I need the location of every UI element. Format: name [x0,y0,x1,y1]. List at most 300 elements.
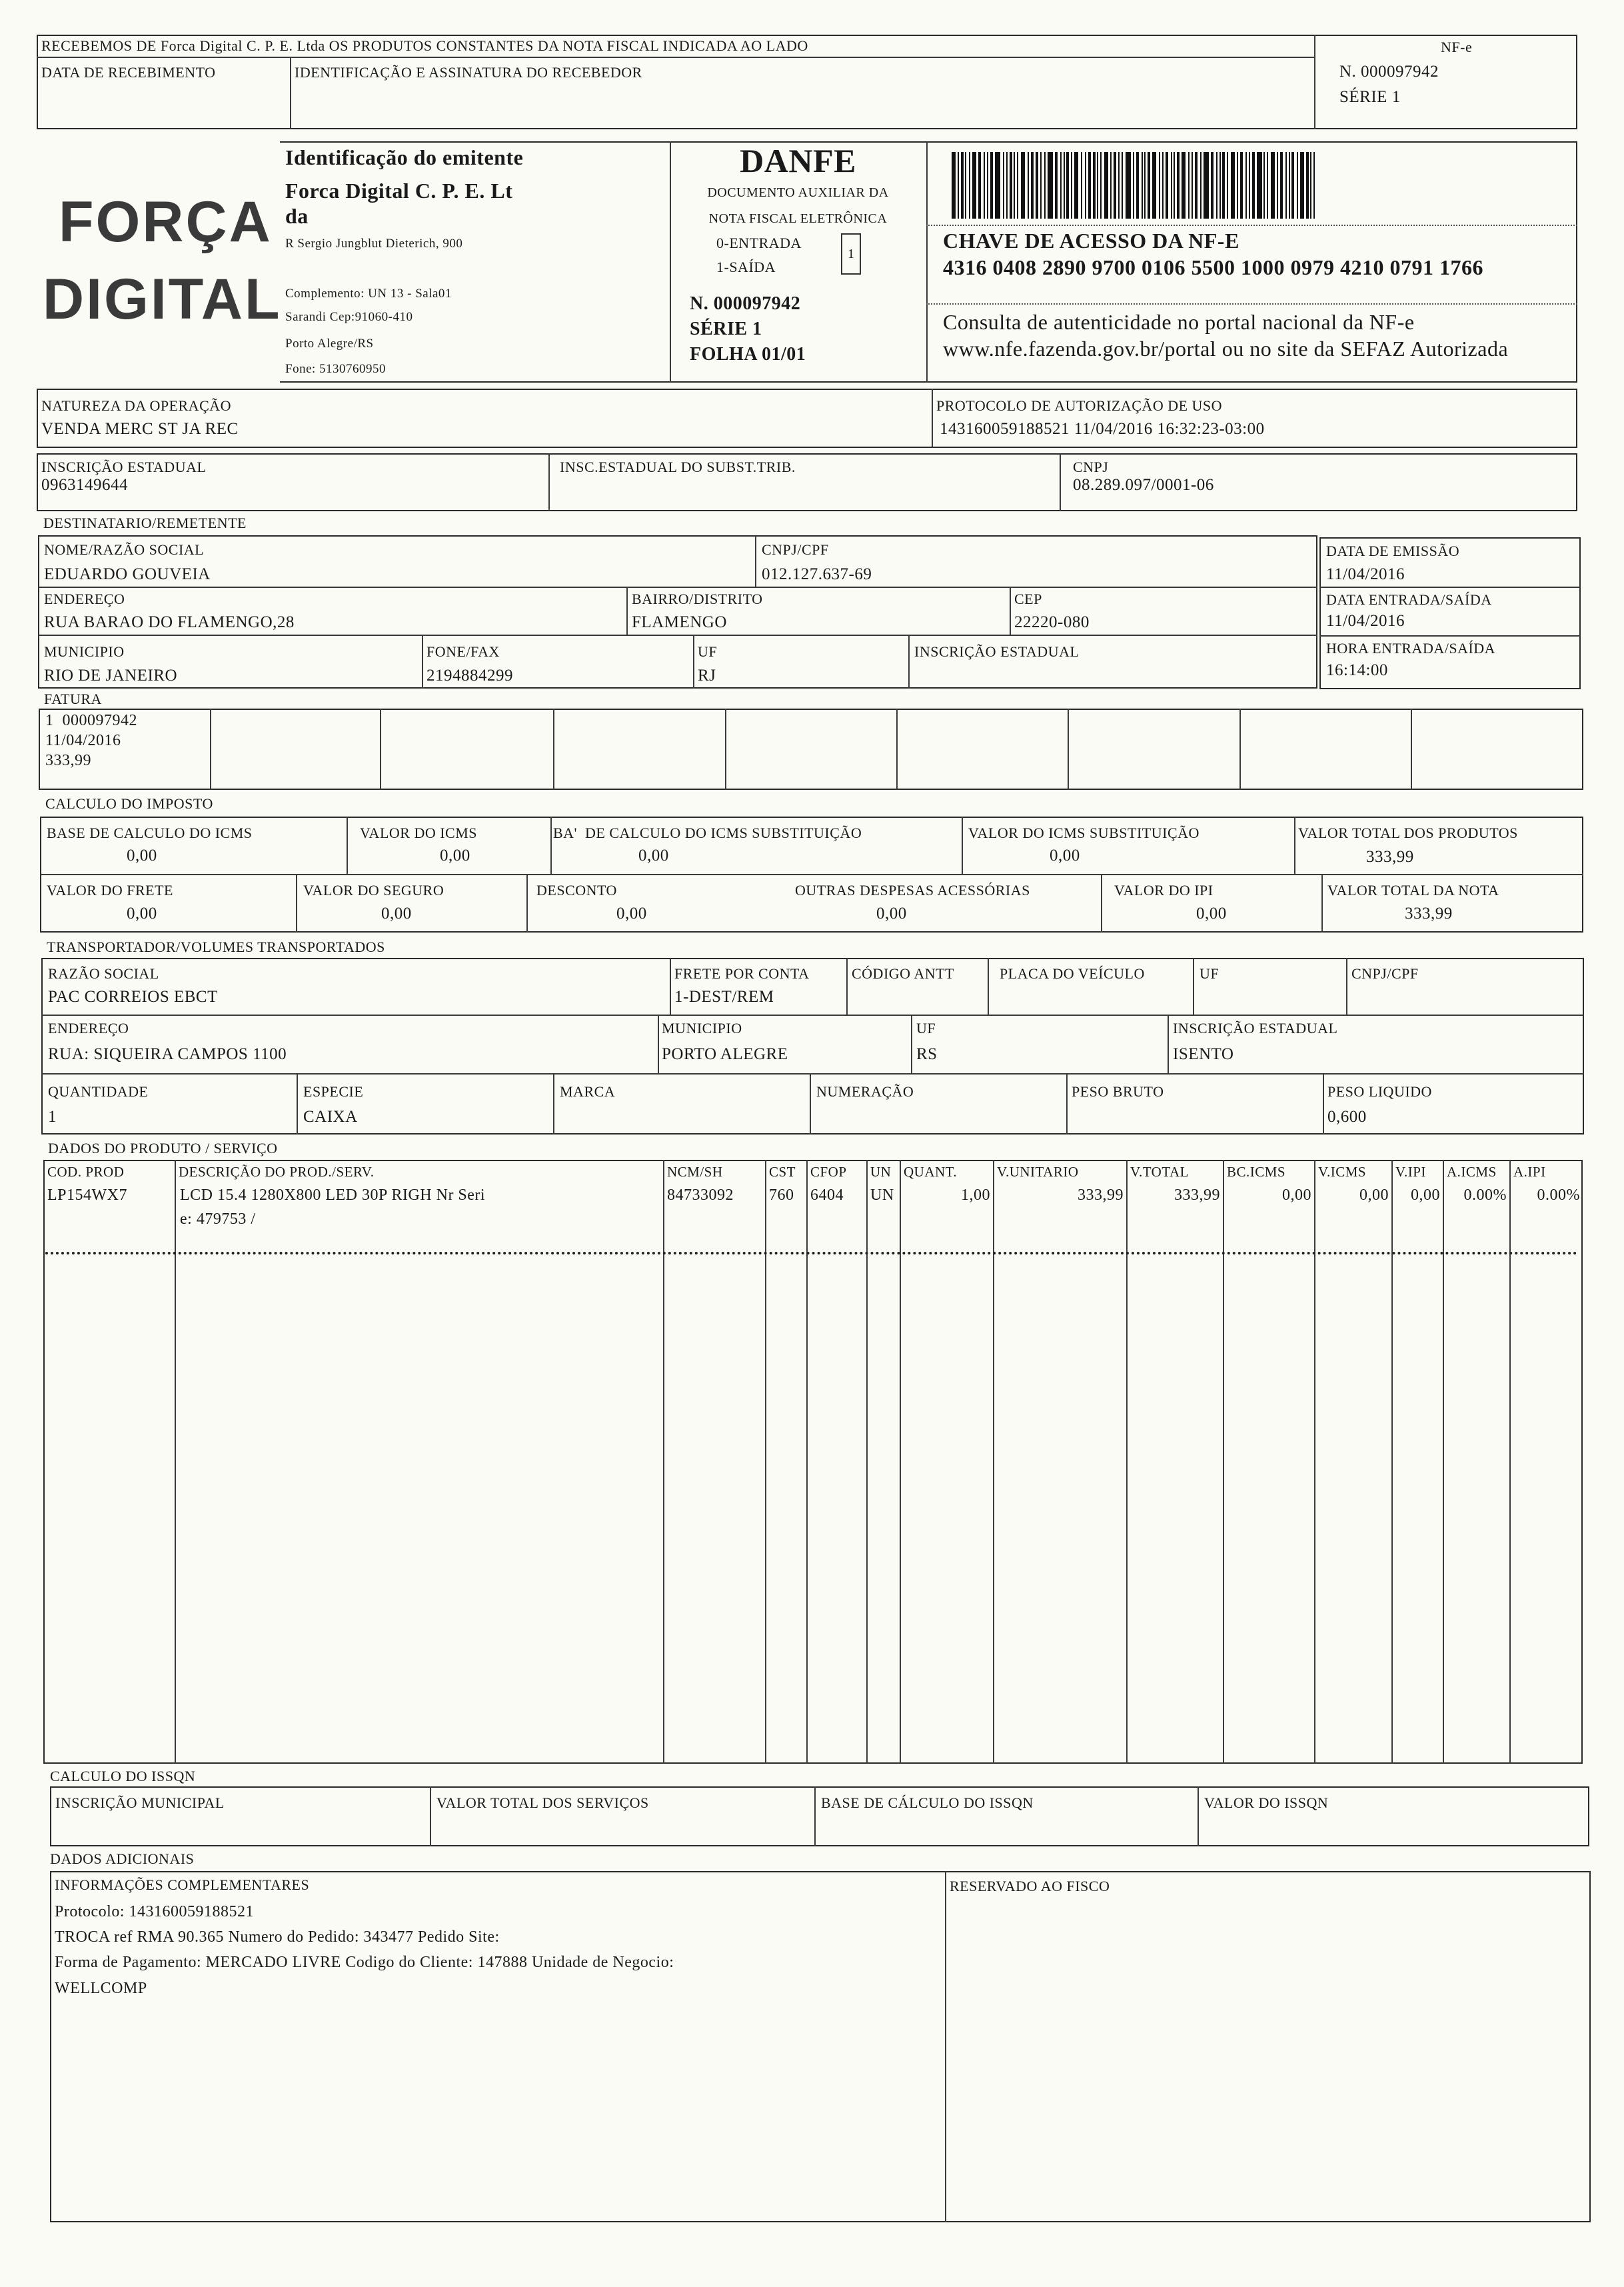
divider [1010,587,1011,635]
carrier-plate-label: PLACA DO VEÍCULO [1000,965,1145,982]
recipient-name-label: NOME/RAZÃO SOCIAL [44,541,205,558]
barcode-bar [987,152,988,219]
volume-gross-label: PESO BRUTO [1072,1083,1164,1100]
divider [926,225,1577,226]
divider [988,958,989,1015]
barcode-bar [1240,152,1243,219]
other-expenses-value: 0,00 [876,905,907,923]
recipient-cpf-value: 012.127.637-69 [762,565,872,583]
recipient-phone-label: FONE/FAX [426,643,500,660]
danfe-folha: FOLHA 01/01 [690,344,806,365]
barcode-bar [1313,152,1315,219]
danfe-entrada: 0-ENTRADA [716,235,802,251]
carrier-uf2-value: RS [916,1045,938,1063]
barcode-bar [1300,152,1304,219]
column-header: A.IPI [1513,1164,1546,1180]
divider [1101,874,1102,933]
barcode-bar [1014,152,1015,219]
barcode-bar [1271,152,1275,219]
additional-line: TROCA ref RMA 90.365 Numero do Pedido: 343477 Pedido Site: [55,1928,500,1946]
divider [210,709,211,790]
barcode-bar [1166,152,1168,219]
divider [1068,709,1069,790]
carrier-city-label: MUNICIPIO [662,1020,742,1037]
carrier-address-value: RUA: SIQUEIRA CAMPOS 1100 [48,1045,287,1063]
receipt-nfe-label: NF-e [1441,39,1473,55]
emission-date-value: 11/04/2016 [1326,565,1405,583]
invoice-line-3: 333,99 [45,752,91,769]
total-note-label: VALOR TOTAL DA NOTA [1327,882,1499,899]
carrier-uf2-label: UF [916,1020,936,1037]
freight-label: VALOR DO FRETE [47,882,173,899]
barcode-bar [1066,152,1069,219]
danfe-saida: 1-SAÍDA [716,259,776,275]
divider [1319,587,1581,588]
divider [1411,709,1412,790]
operation-box [37,389,1577,448]
column-header: V.ICMS [1318,1164,1367,1180]
total-products-value: 333,99 [1366,848,1414,866]
barcode-bar [1291,152,1294,219]
barcode-bar [1252,152,1255,219]
emitter-city: Porto Alegre/RS [285,337,374,351]
company-logo [40,153,280,373]
additional-info-label: INFORMAÇÕES COMPLEMENTARES [55,1876,310,1893]
divider [1223,1160,1224,1764]
barcode-bar [1227,152,1228,219]
barcode-bar [1036,152,1038,219]
divider [550,817,552,874]
divider [926,303,1577,305]
io-time-value: 16:14:00 [1326,661,1388,679]
barcode-bar [1114,152,1116,219]
volume-qty-value: 1 [48,1108,57,1126]
additional-section-title: DADOS ADICIONAIS [50,1850,195,1867]
io-date-value: 11/04/2016 [1326,612,1405,630]
carrier-ie-label: INSCRIÇÃO ESTADUAL [1173,1020,1338,1037]
natureza-value: VENDA MERC ST JA REC [41,420,239,438]
emission-date-label: DATA DE EMISSÃO [1326,543,1460,559]
barcode-bar [969,152,970,219]
divider [553,709,554,790]
barcode-bar [1100,152,1102,219]
divider [755,535,756,587]
emitter-address: R Sergio Jungblut Dieterich, 900 [285,237,463,251]
icms-st-value: 0,00 [1050,847,1080,865]
barcode-bar [1126,152,1131,219]
carrier-freight-label: FRETE POR CONTA [674,965,810,982]
invoice-line-1: 1 000097942 [45,712,137,729]
emitter-name-line2: da [285,204,309,228]
column-header: NCM/SH [667,1164,723,1180]
barcode-bar [1085,152,1086,219]
barcode-bar [961,152,964,219]
base-icms-value: 0,00 [127,847,157,865]
barcode-bar [1245,152,1247,219]
barcode-bar [1285,152,1287,219]
recipient-cep-label: CEP [1014,591,1042,607]
divider [1321,874,1323,933]
recipient-cep-value: 22220-080 [1014,613,1090,631]
base-icms-label: BASE DE CALCULO DO ICMS [47,825,253,841]
emitter-title: Identificação do emitente [285,145,524,169]
divider [932,389,933,448]
divider [1126,1160,1128,1764]
divider [422,635,423,689]
divider [806,1160,808,1764]
icms-label: VALOR DO ICMS [360,825,478,841]
recipient-city-label: MUNICIPIO [44,643,125,660]
barcode-bar [958,152,959,219]
barcode-bar [1192,152,1193,219]
barcode-bar [1306,152,1309,219]
product-cell-v-ipi: 0,00 [1411,1186,1440,1204]
product-cell-code: LP154WX7 [47,1186,127,1204]
recipient-box [38,535,1317,689]
io-date-label: DATA ENTRADA/SAÍDA [1326,591,1492,608]
barcode-bar [1040,152,1042,219]
barcode-bar [1263,152,1265,219]
recipient-address-label: ENDEREÇO [44,591,125,607]
barcode-bar [1174,152,1175,219]
divider [1168,1015,1169,1073]
divider [926,141,928,383]
divider [670,958,671,1015]
barcode-bar [1280,152,1283,219]
danfe-number: N. 000097942 [690,293,801,314]
barcode-bar [1010,152,1012,219]
volume-species-value: CAIXA [303,1108,358,1126]
carrier-name-label: RAZÃO SOCIAL [48,965,159,982]
danfe-type-box [841,233,861,275]
product-cell-qty: 1,00 [961,1186,990,1204]
carrier-cnpj-label: CNPJ/CPF [1351,965,1419,982]
divider [1391,1160,1393,1764]
product-cell-bc-icms: 0,00 [1282,1186,1311,1204]
barcode-bar [1021,152,1025,219]
divider [765,1160,766,1764]
recipient-uf-label: UF [698,643,718,660]
divider [1323,1073,1324,1135]
products-section-title: DADOS DO PRODUTO / SERVIÇO [48,1140,278,1156]
divider [347,817,348,874]
barcode-bar [1071,152,1072,219]
barcode-bar [1195,152,1198,219]
barcode-bar [965,152,966,219]
column-header: CST [769,1164,796,1180]
divider [658,1015,659,1073]
divider [553,1073,554,1135]
volume-numbering-label: NUMERAÇÃO [816,1083,914,1100]
product-cell-v-icms: 0,00 [1359,1186,1389,1204]
emitter-complement: Complemento: UN 13 - Sala01 [285,287,452,301]
product-cell-cfop: 6404 [810,1186,844,1204]
divider [725,709,726,790]
barcode-bar [1200,152,1202,219]
base-st-value: 0,00 [638,847,669,865]
ie-value: 0963149644 [41,476,128,494]
divider [663,1160,664,1764]
barcode-bar [978,152,981,219]
ipi-value: 0,00 [1196,905,1227,923]
divider [896,709,898,790]
barcode-bar [1142,152,1143,219]
receipt-number: N. 000097942 [1339,63,1439,81]
divider [1509,1160,1511,1764]
divider [1319,635,1581,637]
divider [1239,709,1241,790]
barcode-bar [1006,152,1008,219]
barcode-bar [1044,152,1046,219]
barcode-bar [1017,152,1018,219]
products-table [43,1160,1583,1764]
additional-line: Protocolo: 143160059188521 [55,1903,254,1920]
base-st-label: BA' DE CALCULO DO ICMS SUBSTITUIÇÃO [553,825,862,841]
total-products-label: VALOR TOTAL DOS PRODUTOS [1298,825,1518,841]
barcode-bar [1182,152,1186,219]
icms-st-label: VALOR DO ICMS SUBSTITUIÇÃO [968,825,1200,841]
divider [945,1871,946,2222]
access-consult-line2[interactable]: www.nfe.fazenda.gov.br/portal ou no site da SEFAZ Autorizada [943,337,1509,361]
divider [38,587,1317,588]
divider [38,635,1317,636]
additional-box [50,1871,1591,2222]
barcode-bar [1144,152,1146,219]
column-header: CFOP [810,1164,847,1180]
product-cell-cst: 760 [769,1186,794,1204]
insurance-value: 0,00 [381,905,412,923]
barcode-bar [1152,152,1156,219]
divider [548,453,550,511]
divider [866,1160,868,1764]
divider [526,874,528,933]
divider [1060,453,1061,511]
divider [296,874,297,933]
barcode-bar [995,152,1000,219]
recipient-cpf-label: CNPJ/CPF [762,541,829,558]
barcode-bar [1204,152,1209,219]
volume-brand-label: MARCA [560,1083,616,1100]
issqn-box [50,1786,1589,1846]
receipt-date-field[interactable] [39,83,288,127]
discount-label: DESCONTO [536,882,617,899]
divider [814,1786,816,1846]
column-header: UN [870,1164,892,1180]
divider [41,1015,1584,1016]
additional-line: Forma de Pagamento: MERCADO LIVRE Codigo do Cliente: 147888 Unidade de Negocio: [55,1954,674,1971]
registration-box [37,453,1577,511]
barcode-bar [1064,152,1065,219]
divider [297,1073,298,1135]
divider [1314,35,1315,129]
barcode-bar [1211,152,1214,219]
issqn-services-label: VALOR TOTAL DOS SERVIÇOS [436,1794,649,1811]
barcode-bar [1231,152,1235,219]
volume-net-value: 0,600 [1327,1108,1367,1126]
issqn-base-label: BASE DE CÁLCULO DO ISSQN [821,1794,1034,1811]
barcode-bar [1136,152,1139,219]
recipient-uf-value: RJ [698,667,716,685]
divider [1066,1073,1068,1135]
protocolo-label: PROTOCOLO DE AUTORIZAÇÃO DE USO [936,397,1223,414]
barcode-bar [1188,152,1190,219]
divider [41,1073,1584,1075]
receipt-date-label: DATA DE RECEBIMENTO [41,64,216,81]
ipi-label: VALOR DO IPI [1114,882,1214,899]
additional-line: WELLCOMP [55,1980,147,1997]
divider [962,817,963,874]
issqn-section-title: CALCULO DO ISSQN [50,1768,196,1784]
ie-label: INSCRIÇÃO ESTADUAL [41,459,207,475]
carrier-city-value: PORTO ALEGRE [662,1045,788,1063]
barcode-bar [1060,152,1062,219]
barcode-bar [1289,152,1290,219]
barcode-bar [1171,152,1172,219]
freight-value: 0,00 [127,905,157,923]
access-key-label: CHAVE DE ACESSO DA NF-E [943,229,1239,253]
barcode-bar [1093,152,1096,219]
volume-net-label: PESO LIQUIDO [1327,1083,1432,1100]
barcode-icon [952,152,1525,219]
issqn-value-label: VALOR DO ISSQN [1204,1794,1329,1811]
insurance-label: VALOR DO SEGURO [303,882,444,899]
iest-label: INSC.ESTADUAL DO SUBST.TRIB. [560,459,796,475]
recipient-section-title: DESTINATARIO/REMETENTE [43,515,247,531]
divider [1443,1160,1444,1764]
barcode-bar [952,152,956,219]
invoice-section-title: FATURA [44,691,102,707]
divider [290,57,291,129]
receipt-sign-label: IDENTIFICAÇÃO E ASSINATURA DO RECEBEDOR [295,64,642,81]
barcode-bar [1031,152,1034,219]
recipient-district-label: BAIRRO/DISTRITO [632,591,763,607]
barcode-bar [1222,152,1225,219]
barcode-bar [1048,152,1053,219]
barcode-bar [1074,152,1078,219]
cnpj-label: CNPJ [1073,459,1109,475]
fisco-label: RESERVADO AO FISCO [950,1878,1110,1894]
divider [993,1160,994,1764]
natureza-label: NATUREZA DA OPERAÇÃO [41,397,232,414]
product-cell-un: UN [870,1186,894,1204]
barcode-bar [1237,152,1238,219]
divider [37,57,1315,58]
divider [626,587,628,635]
barcode-bar [1003,152,1004,219]
danfe-type-value: 1 [848,247,854,261]
access-key-value: 4316 0408 2890 9700 0106 5500 1000 0979 4210 0791 1766 [943,255,1483,279]
barcode-bar [1088,152,1091,219]
column-header: V.UNITARIO [997,1164,1079,1180]
column-header: A.ICMS [1447,1164,1497,1180]
carrier-ie-value: ISENTO [1173,1045,1234,1063]
carrier-name-value: PAC CORREIOS EBCT [48,988,218,1006]
product-cell-ncm: 84733092 [667,1186,734,1204]
barcode-bar [1267,152,1268,219]
recipient-district-value: FLAMENGO [632,613,727,631]
receipt-header: RECEBEMOS DE Forca Digital C. P. E. Ltda OS PRODUTOS CONSTANTES DA NOTA FISCAL INDICADA AO LADO [41,37,808,54]
receipt-serie: SÉRIE 1 [1339,88,1401,106]
barcode-bar [1148,152,1150,219]
issqn-municipal-label: INSCRIÇÃO MUNICIPAL [55,1794,225,1811]
barcode-bar [990,152,993,219]
barcode-bar [1257,152,1262,219]
divider [1193,958,1194,1015]
divider [175,1160,176,1764]
recipient-name-value: EDUARDO GOUVEIA [44,565,211,583]
recipient-address-value: RUA BARAO DO FLAMENGO,28 [44,613,295,631]
divider [908,635,910,689]
carrier-section-title: TRANSPORTADOR/VOLUMES TRANSPORTADOS [47,939,385,955]
column-header: QUANT. [904,1164,958,1180]
divider [40,874,1583,875]
danfe-title: DANFE [740,142,856,179]
recipient-city-value: RIO DE JANEIRO [44,667,178,685]
carrier-freight-value: 1-DEST/REM [674,988,774,1006]
barcode-bar [1310,152,1311,219]
tax-section-title: CALCULO DO IMPOSTO [45,795,213,812]
carrier-address-label: ENDEREÇO [48,1020,129,1037]
barcode-bar [1133,152,1134,219]
barcode-bar [1097,152,1098,219]
cnpj-value: 08.289.097/0001-06 [1073,476,1214,494]
io-time-label: HORA ENTRADA/SAÍDA [1326,640,1496,657]
barcode-bar [1055,152,1058,219]
barcode-bar [1277,152,1278,219]
product-cell-total: 333,99 [1174,1186,1220,1204]
carrier-antt-label: CÓDIGO ANTT [852,965,954,982]
divider [846,958,848,1015]
divider [900,1160,901,1764]
barcode-bar [1118,152,1120,219]
barcode-bar [1122,152,1123,219]
product-description: LCD 15.4 1280X800 LED 30P RIGH Nr Seri [180,1186,486,1204]
barcode-bar [984,152,985,219]
divider [430,1786,431,1846]
other-expenses-label: OUTRAS DESPESAS ACESSÓRIAS [795,882,1030,899]
barcode-bar [1028,152,1029,219]
product-description: e: 479753 / [180,1210,256,1228]
divider [1198,1786,1199,1846]
discount-value: 0,00 [616,905,647,923]
volume-qty-label: QUANTIDADE [48,1083,149,1100]
product-cell-a-icms: 0.00% [1463,1186,1507,1204]
divider [911,1015,912,1073]
icms-value: 0,00 [440,847,470,865]
invoice-box [39,709,1583,790]
column-header: COD. PROD [47,1164,125,1180]
column-header: DESCRIÇÃO DO PROD./SERV. [179,1164,375,1180]
barcode-bar [1249,152,1250,219]
carrier-uf-label: UF [1200,965,1219,982]
recipient-ie-label: INSCRIÇÃO ESTADUAL [914,643,1080,660]
access-consult-line1: Consulta de autenticidade no portal nacional da NF-e [943,310,1415,334]
emitter-phone: Fone: 5130760950 [285,362,387,376]
receipt-signature-field[interactable] [293,83,1311,127]
divider [1314,1160,1315,1764]
invoice-line-2: 11/04/2016 [45,732,121,749]
emitter-district-cep: Sarandi Cep:91060-410 [285,310,413,324]
barcode-bar [1297,152,1298,219]
danfe-subtitle-1: DOCUMENTO AUXILIAR DA [707,185,889,200]
barcode-bar [1110,152,1112,219]
divider [1346,958,1347,1015]
recipient-phone-value: 2194884299 [426,667,513,685]
barcode-bar [1177,152,1180,219]
protocolo-value: 143160059188521 11/04/2016 16:32:23-03:00 [940,420,1265,438]
barcode-bar [1219,152,1221,219]
column-header: V.IPI [1395,1164,1426,1180]
